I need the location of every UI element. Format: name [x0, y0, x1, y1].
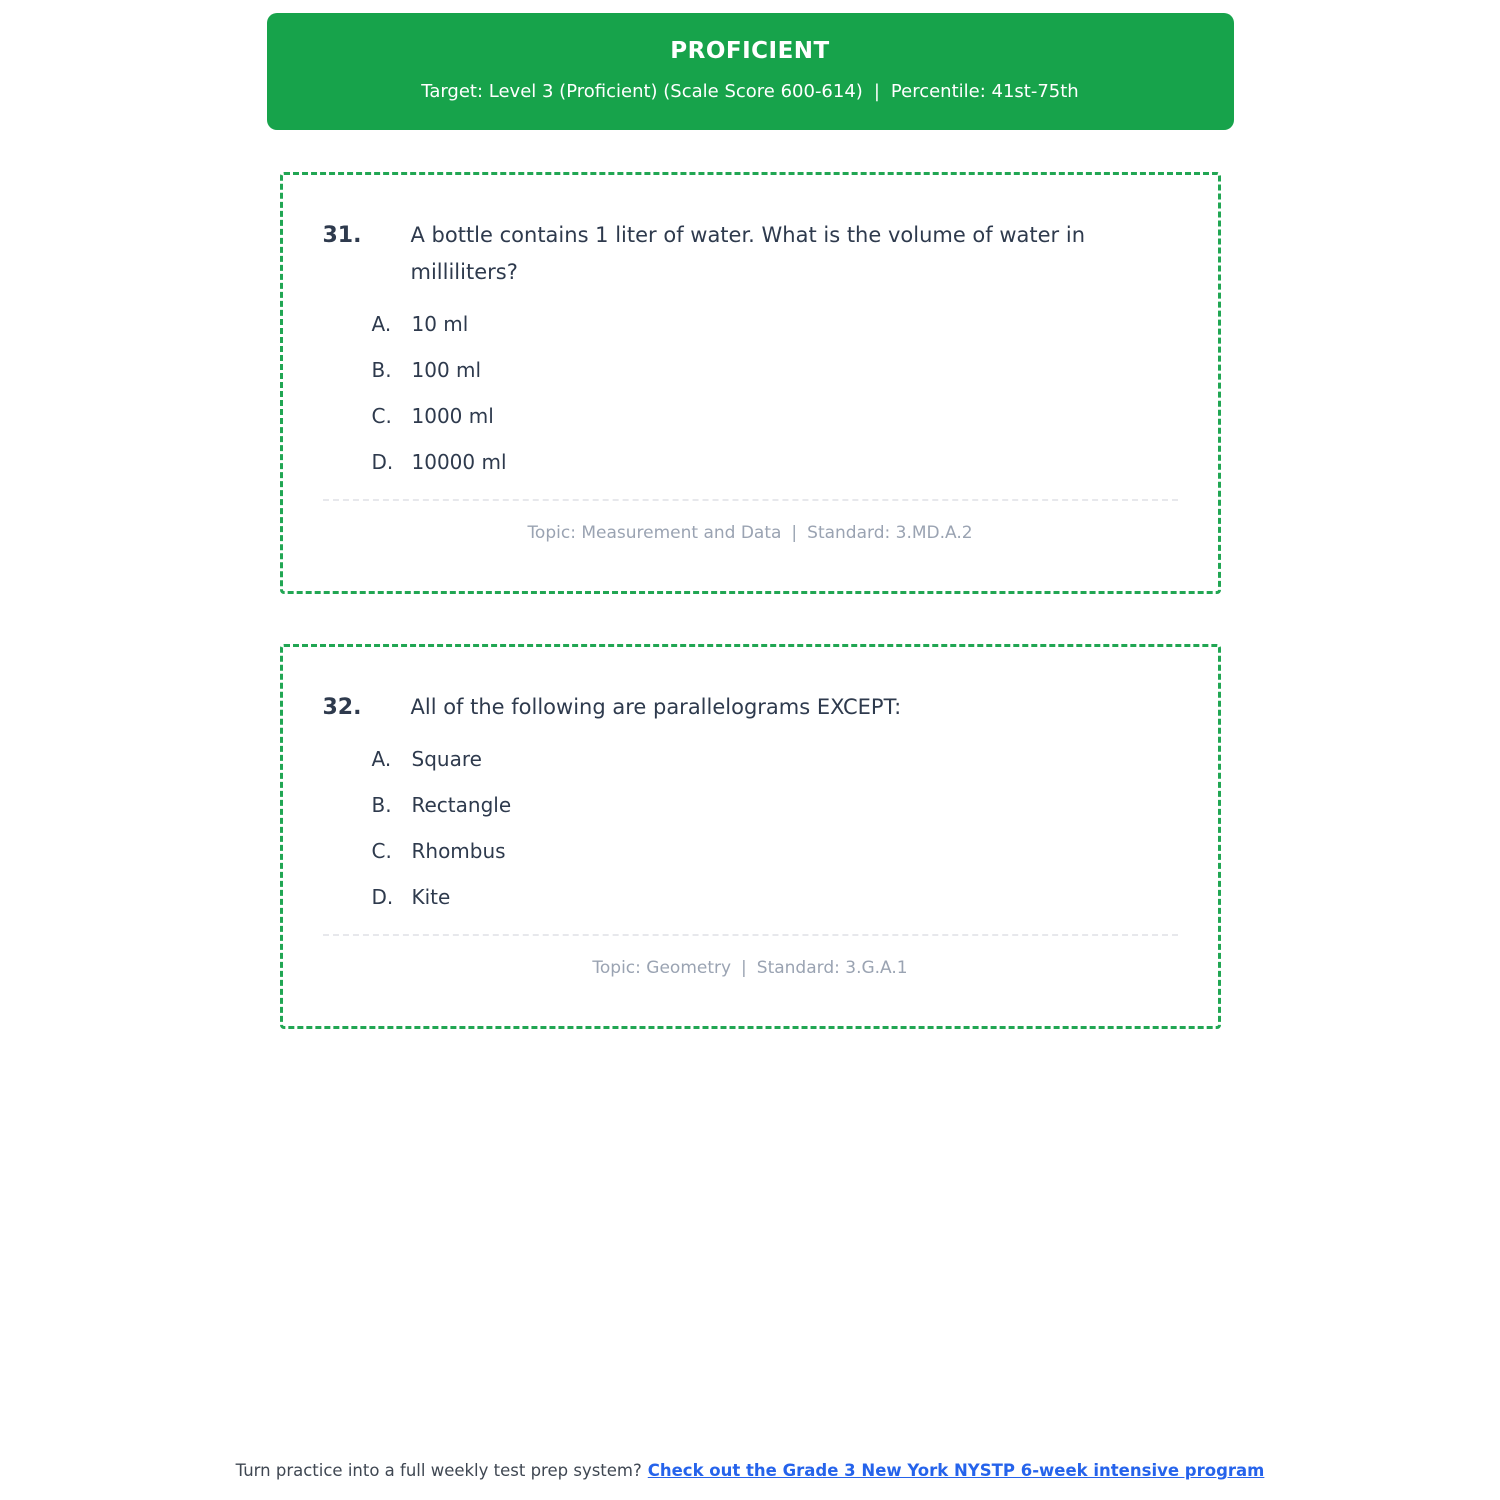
question-card-31	[280, 172, 1221, 594]
question-text: All of the following are parallelograms EXCEPT:	[410, 695, 902, 719]
option-c	[372, 405, 1178, 427]
question-card-32	[280, 644, 1221, 1029]
standard-label: Standard: 3.G.A.1	[756, 958, 908, 978]
question-meta	[323, 958, 1178, 978]
option-text: Rhombus	[411, 839, 506, 863]
option-c	[372, 840, 1178, 862]
option-letter: D.	[371, 885, 394, 909]
option-letter: A.	[371, 312, 392, 336]
options-list	[372, 313, 1178, 473]
option-text: 10 ml	[411, 312, 469, 336]
option-letter: C.	[371, 404, 392, 428]
standard-label: Standard: 3.MD.A.2	[807, 523, 973, 543]
banner-percentile: Percentile: 41st-75th	[890, 81, 1079, 102]
option-letter: B.	[371, 358, 392, 382]
meta-separator: |	[791, 523, 798, 543]
option-d	[372, 451, 1178, 473]
question-meta	[323, 523, 1178, 543]
question-header	[323, 689, 1178, 726]
option-text: 100 ml	[411, 358, 482, 382]
banner-subtitle	[287, 81, 1214, 102]
footer-cta	[0, 1461, 1500, 1480]
option-a	[372, 748, 1178, 770]
cta-link[interactable]: Check out the Grade 3 New York NYSTP 6-week intensive program	[647, 1461, 1265, 1480]
banner-separator: |	[873, 81, 880, 102]
option-b	[372, 359, 1178, 381]
proficiency-banner	[267, 13, 1234, 130]
option-letter: D.	[371, 450, 394, 474]
meta-separator: |	[741, 958, 747, 978]
option-text: Kite	[411, 885, 451, 909]
option-letter: C.	[371, 839, 392, 863]
option-letter: A.	[371, 747, 392, 771]
option-text: Rectangle	[411, 793, 512, 817]
question-number: 32.	[322, 695, 362, 720]
banner-target: Target: Level 3 (Proficient) (Scale Score 600-614)	[421, 81, 863, 102]
options-list	[372, 748, 1178, 908]
option-b	[372, 794, 1178, 816]
option-letter: B.	[371, 793, 392, 817]
topic-label: Topic: Measurement and Data	[527, 523, 782, 543]
question-header	[323, 217, 1178, 291]
option-text: Square	[411, 747, 482, 771]
question-number: 31.	[322, 223, 362, 248]
option-text: 10000 ml	[411, 450, 507, 474]
option-d	[372, 886, 1178, 908]
option-a	[372, 313, 1178, 335]
question-text: A bottle contains 1 liter of water. What is the volume of water in milliliters?	[410, 223, 1086, 284]
option-text: 1000 ml	[411, 404, 494, 428]
cta-text: Turn practice into a full weekly test prep system?	[235, 1461, 642, 1480]
meta-divider	[323, 934, 1178, 936]
banner-title: PROFICIENT	[670, 38, 830, 64]
content-column	[267, 0, 1234, 1029]
meta-divider	[323, 499, 1178, 501]
topic-label: Topic: Geometry	[592, 958, 732, 978]
